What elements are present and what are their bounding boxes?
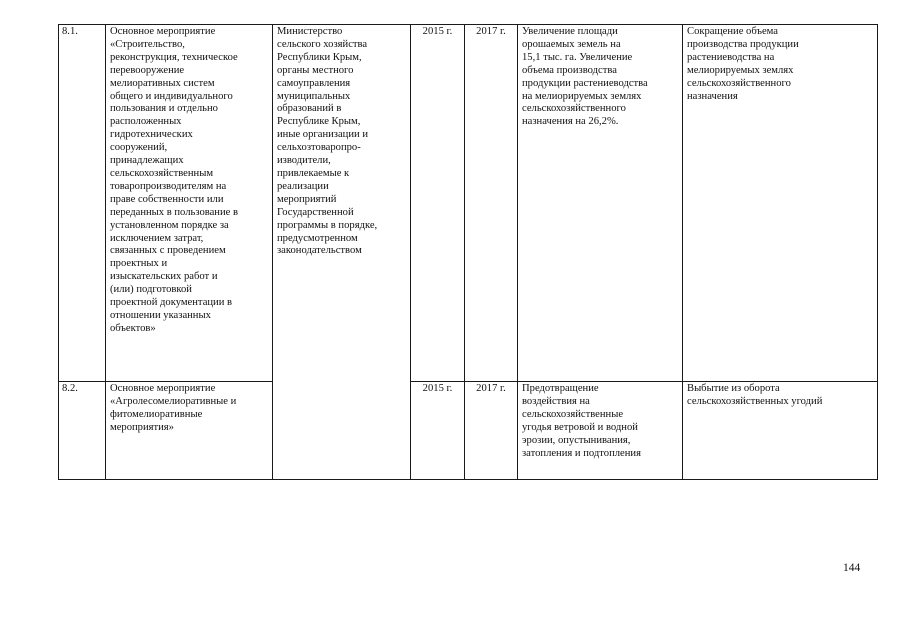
end-year-cell <box>465 25 518 382</box>
start-year: 2015 г. <box>422 26 453 37</box>
expected-result-text: Увеличение площади орошаемых земель на 15,1 тыс. га. Увеличение объема производства продукции растениеводства на мелиорируемых землях сельскохозяйственного назначения на 26,2%. <box>522 26 648 128</box>
start-year-cell <box>411 382 465 480</box>
consequences-text: Сокращение объема производства продукции растениеводства на мелиорируемых землях сельскохозяйственного назначения <box>687 26 799 102</box>
activity-text: Основное мероприятие «Строительство, реконструкция, техническое перевооружение мелиоративных систем общего и индивидуального пользования и отдельно расположенных гидротехнических сооружений, принадлежащих сельскохозяйственным товаропроизводителям на праве собственности или переданных в пользование в установленном порядке за исключением затрат, связанных с проведением проектных и изыскательских работ и (или) подготовкой проектной документации в отношении указанных объектов» <box>110 26 238 334</box>
expected-result-text: Предотвращение воздействия на сельскохозяйственные угодья ветровой и водной эрозии, опустынивания, затопления и подтопления <box>522 383 641 459</box>
page-number: 144 <box>843 562 861 574</box>
consequences-cell <box>683 382 878 480</box>
activity-cell <box>106 25 273 382</box>
row-number: 8.1. <box>62 26 78 37</box>
start-year-cell <box>411 25 465 382</box>
row-number-cell <box>59 25 106 382</box>
consequences-cell <box>683 25 878 382</box>
row-number: 8.2. <box>62 383 78 394</box>
end-year: 2017 г. <box>476 26 506 37</box>
activity-text: Основное мероприятие «Агролесомелиоративные и фитомелиоративные мероприятия» <box>110 383 237 433</box>
start-year: 2015 г. <box>422 383 453 394</box>
expected-result-cell <box>518 25 683 382</box>
table-row <box>59 382 878 480</box>
executor-text: Министерство сельского хозяйства Республики Крым, органы местного самоуправления муниципальных образований в Республике Крым, иные организации и сельхозтоваропро- изводители, привлекаемые к реализации мероприятий Государственной программы в порядке, предусмотренном законодательством <box>277 26 378 257</box>
executor-cell <box>273 25 411 480</box>
end-year-cell <box>465 382 518 480</box>
activity-cell <box>106 382 273 480</box>
expected-result-cell <box>518 382 683 480</box>
end-year: 2017 г. <box>476 383 506 394</box>
row-number-cell <box>59 382 106 480</box>
consequences-text: Выбытие из оборота сельскохозяйственных угодий <box>687 383 823 407</box>
measures-table <box>58 24 878 480</box>
table-row <box>59 25 878 382</box>
